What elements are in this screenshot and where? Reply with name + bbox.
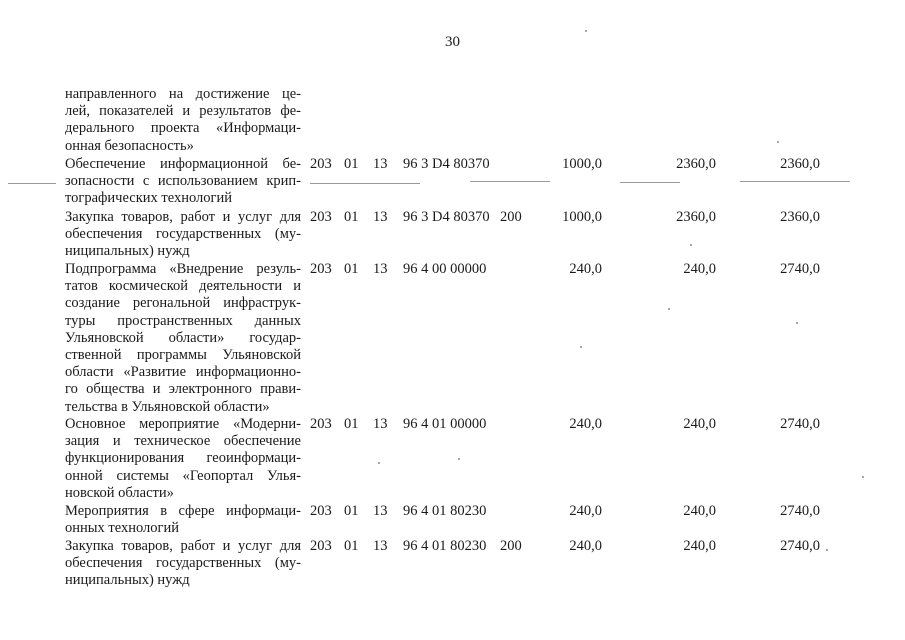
- row-name-line: ниципальных) нужд: [65, 243, 190, 260]
- scan-artifact-dot: [796, 322, 798, 324]
- row-name-line: Подпрограмма «Внедрение резуль-: [65, 261, 301, 277]
- scan-artifact-line: [8, 183, 56, 184]
- ved-code: 203: [310, 261, 332, 277]
- row-name-line: ниципальных) нужд: [65, 572, 190, 589]
- expense-type-code: 200: [500, 209, 522, 225]
- scan-artifact-line: [310, 183, 420, 184]
- ved-code: 203: [310, 209, 332, 225]
- subsection-code: 13: [373, 538, 388, 554]
- row-name-line: направленного на достижение це-: [65, 86, 301, 102]
- sum-year-3: 2740,0: [780, 416, 820, 432]
- row-name-line: создание регональной инфраструк-: [65, 295, 301, 312]
- row-name-line: го общества и электронного прави-: [65, 381, 301, 398]
- row-name-line: зопасности с использованием крип-: [65, 173, 301, 190]
- subsection-code: 13: [373, 209, 388, 225]
- sum-year-1: 240,0: [569, 538, 602, 554]
- row-name-line: тельства в Ульяновской области»: [65, 398, 270, 415]
- sum-year-1: 240,0: [569, 416, 602, 432]
- ved-code: 203: [310, 416, 332, 432]
- scan-artifact-dot: [378, 462, 380, 464]
- target-article-code: 96 4 01 80230: [403, 538, 487, 554]
- sum-year-2: 2360,0: [676, 156, 716, 172]
- row-name-line: Закупка товаров, работ и услуг для: [65, 209, 301, 225]
- subsection-code: 13: [373, 156, 388, 172]
- subsection-code: 13: [373, 416, 388, 432]
- row-name-line: функционирования геоинформаци-: [65, 450, 301, 467]
- scan-artifact-dot: [668, 308, 670, 310]
- ved-code: 203: [310, 538, 332, 554]
- sum-year-3: 2740,0: [780, 503, 820, 519]
- sum-year-3: 2740,0: [780, 538, 820, 554]
- row-name-line: обеспечения государственных (му-: [65, 226, 301, 243]
- row-name-line: онных технологий: [65, 520, 179, 537]
- page-number: 30: [445, 34, 460, 50]
- row-name-line: татов космической деятельности и: [65, 278, 301, 295]
- row-name-line: лей, показателей и результатов фе-: [65, 103, 301, 120]
- row-name-line: области «Развитие информационно-: [65, 364, 301, 381]
- scan-artifact-dot: [777, 141, 779, 143]
- scan-artifact-line: [470, 181, 550, 182]
- row-name: [65, 416, 301, 502]
- sum-year-2: 240,0: [683, 538, 716, 554]
- expense-type-code: 200: [500, 538, 522, 554]
- sum-year-1: 240,0: [569, 261, 602, 277]
- sum-year-3: 2740,0: [780, 261, 820, 277]
- row-name-line: Ульяновской области» государ-: [65, 329, 301, 346]
- scan-artifact-dot: [826, 549, 828, 551]
- row-name: [65, 538, 301, 590]
- scan-artifact-line: [740, 181, 850, 182]
- row-name: [65, 261, 301, 416]
- sum-year-1: 1000,0: [562, 209, 602, 225]
- sum-year-2: 2360,0: [676, 209, 716, 225]
- row-name: [65, 503, 301, 537]
- section-code: 01: [344, 261, 359, 277]
- row-name-line: Мероприятия в сфере информаци-: [65, 503, 301, 519]
- ved-code: 203: [310, 503, 332, 519]
- target-article-code: 96 3 D4 80370: [403, 156, 490, 172]
- row-name-line: ственной программы Ульяновской: [65, 347, 301, 364]
- sum-year-2: 240,0: [683, 261, 716, 277]
- subsection-code: 13: [373, 503, 388, 519]
- scan-artifact-dot: [690, 244, 692, 246]
- scan-artifact-dot: [862, 476, 864, 478]
- sum-year-2: 240,0: [683, 503, 716, 519]
- target-article-code: 96 3 D4 80370: [403, 209, 490, 225]
- target-article-code: 96 4 00 00000: [403, 261, 487, 277]
- ved-code: 203: [310, 156, 332, 172]
- section-code: 01: [344, 416, 359, 432]
- target-article-code: 96 4 01 00000: [403, 416, 487, 432]
- sum-year-1: 1000,0: [562, 156, 602, 172]
- section-code: 01: [344, 503, 359, 519]
- row-name: [65, 86, 301, 155]
- row-name-line: Закупка товаров, работ и услуг для: [65, 538, 301, 554]
- section-code: 01: [344, 538, 359, 554]
- scan-artifact-line: [620, 182, 680, 183]
- row-name-line: обеспечения государственных (му-: [65, 555, 301, 572]
- row-name-line: дерального проекта «Информаци-: [65, 120, 301, 137]
- scan-artifact-dot: [585, 30, 587, 32]
- row-name: [65, 156, 301, 208]
- row-name-line: онная безопасность»: [65, 137, 194, 154]
- sum-year-2: 240,0: [683, 416, 716, 432]
- sum-year-3: 2360,0: [780, 156, 820, 172]
- scan-artifact-dot: [458, 458, 460, 460]
- row-name-line: зация и техническое обеспечение: [65, 433, 301, 450]
- sum-year-1: 240,0: [569, 503, 602, 519]
- row-name-line: Обеспечение информационной бе-: [65, 156, 301, 172]
- section-code: 01: [344, 156, 359, 172]
- target-article-code: 96 4 01 80230: [403, 503, 487, 519]
- row-name-line: Основное мероприятие «Модерни-: [65, 416, 301, 432]
- row-name-line: тографических технологий: [65, 190, 232, 207]
- row-name-line: туры пространственных данных: [65, 312, 301, 329]
- section-code: 01: [344, 209, 359, 225]
- row-name-line: новской области»: [65, 484, 174, 501]
- row-name-line: онной системы «Геопортал Улья-: [65, 467, 301, 484]
- sum-year-3: 2360,0: [780, 209, 820, 225]
- subsection-code: 13: [373, 261, 388, 277]
- row-name: [65, 209, 301, 261]
- scan-artifact-dot: [580, 346, 582, 348]
